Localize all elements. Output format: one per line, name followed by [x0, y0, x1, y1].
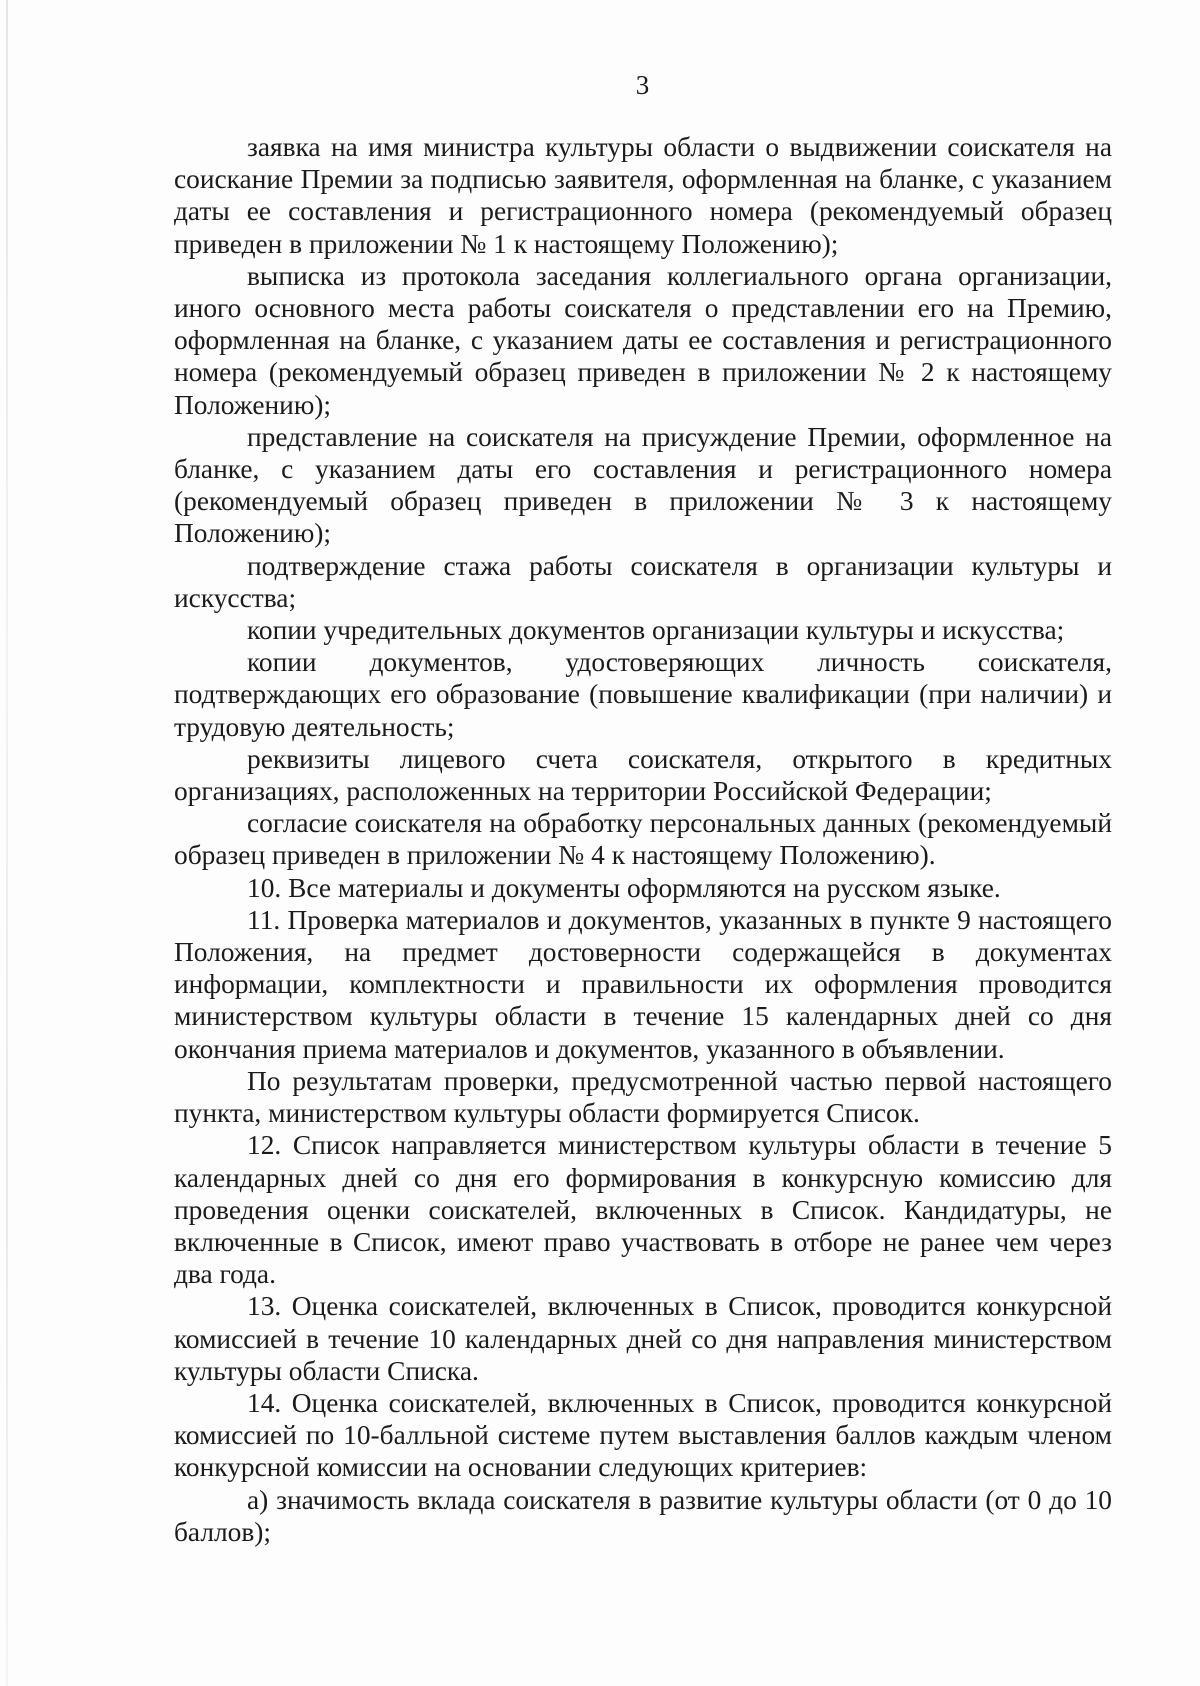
paragraph-data-consent: согласие соискателя на обработку персональных данных (рекомендуемый образец приведен в приложении № 4 к настоящему Положению). [174, 808, 1112, 871]
paragraph-item-14: 14. Оценка соискателей, включенных в Список, проводится конкурсной комиссией по 10-балльной системе путем выставления баллов каждым членом конкурсной комиссии на основании следующих критериев: [174, 1387, 1112, 1483]
paragraph-item-11: 11. Проверка материалов и документов, указанных в пункте 9 настоящего Положения, на предмет достоверности содержащейся в документах информации, комплектности и правильности их оформления проводится министерством культуры области в течение 15 календарных дней со дня окончания приема материалов и документов, указанного в объявлении. [174, 904, 1112, 1064]
paragraph-criterion-a: а) значимость вклада соискателя в развитие культуры области (от 0 до 10 баллов); [174, 1484, 1112, 1547]
paragraph-item-11-result: По результатам проверки, предусмотренной частью первой настоящего пункта, министерством культуры области формируется Список. [174, 1065, 1112, 1129]
paragraph-item-12: 12. Список направляется министерством культуры области в течение 5 календарных дней со дня его формирования в конкурсную комиссию для проведения оценки соискателей, включенных в Список. Кандидатуры, не включенные в Список, имеют право участвовать в отборе не ранее чем через два года. [174, 1130, 1112, 1290]
document-body [174, 131, 1112, 1548]
paragraph-work-experience: подтверждение стажа работы соискателя в организации культуры и искусства; [174, 550, 1112, 613]
paragraph-protocol-extract: выписка из протокола заседания коллегиального органа организации, иного основного места работы соискателя о представлении его на Премию, оформленная на бланке, с указанием даты ее составления и регистрационного номера (рекомендуемый образец приведен в приложении № 2 к настоящему Положению); [174, 260, 1112, 420]
paragraph-item-10: 10. Все материалы и документы оформляются на русском языке. [247, 872, 1001, 903]
page-number: 3 [635, 70, 650, 100]
paragraph-identity-documents: копии документов, удостоверяющих личность соискателя, подтверждающих его образование (повышение квалификации (при наличии) и трудовую деятельность; [174, 647, 1112, 742]
paragraph-item-13: 13. Оценка соискателей, включенных в Список, проводится конкурсной комиссией в течение 10 календарных дней со дня направления министерством культуры области Списка. [174, 1291, 1112, 1386]
paragraph-application: заявка на имя министра культуры области о выдвижении соискателя на соискание Премии за подписью заявителя, оформленная на бланке, с указанием даты ее составления и регистрационного номера (рекомендуемый образец приведен в приложении № 1 к настоящему Положению); [174, 132, 1112, 259]
paragraph-bank-details: реквизиты лицевого счета соискателя, открытого в кредитных организациях, расположенных на территории Российской Федерации; [174, 743, 1112, 807]
paragraph-founding-documents: копии учредительных документов организации культуры и искусства; [247, 615, 1065, 646]
paragraph-nomination: представление на соискателя на присуждение Премии, оформленное на бланке, с указанием даты его составления и регистрационного номера (рекомендуемый образец приведен в приложении № 3 к настоящему Положению); [174, 421, 1112, 549]
scan-edge [6, 0, 8, 1686]
